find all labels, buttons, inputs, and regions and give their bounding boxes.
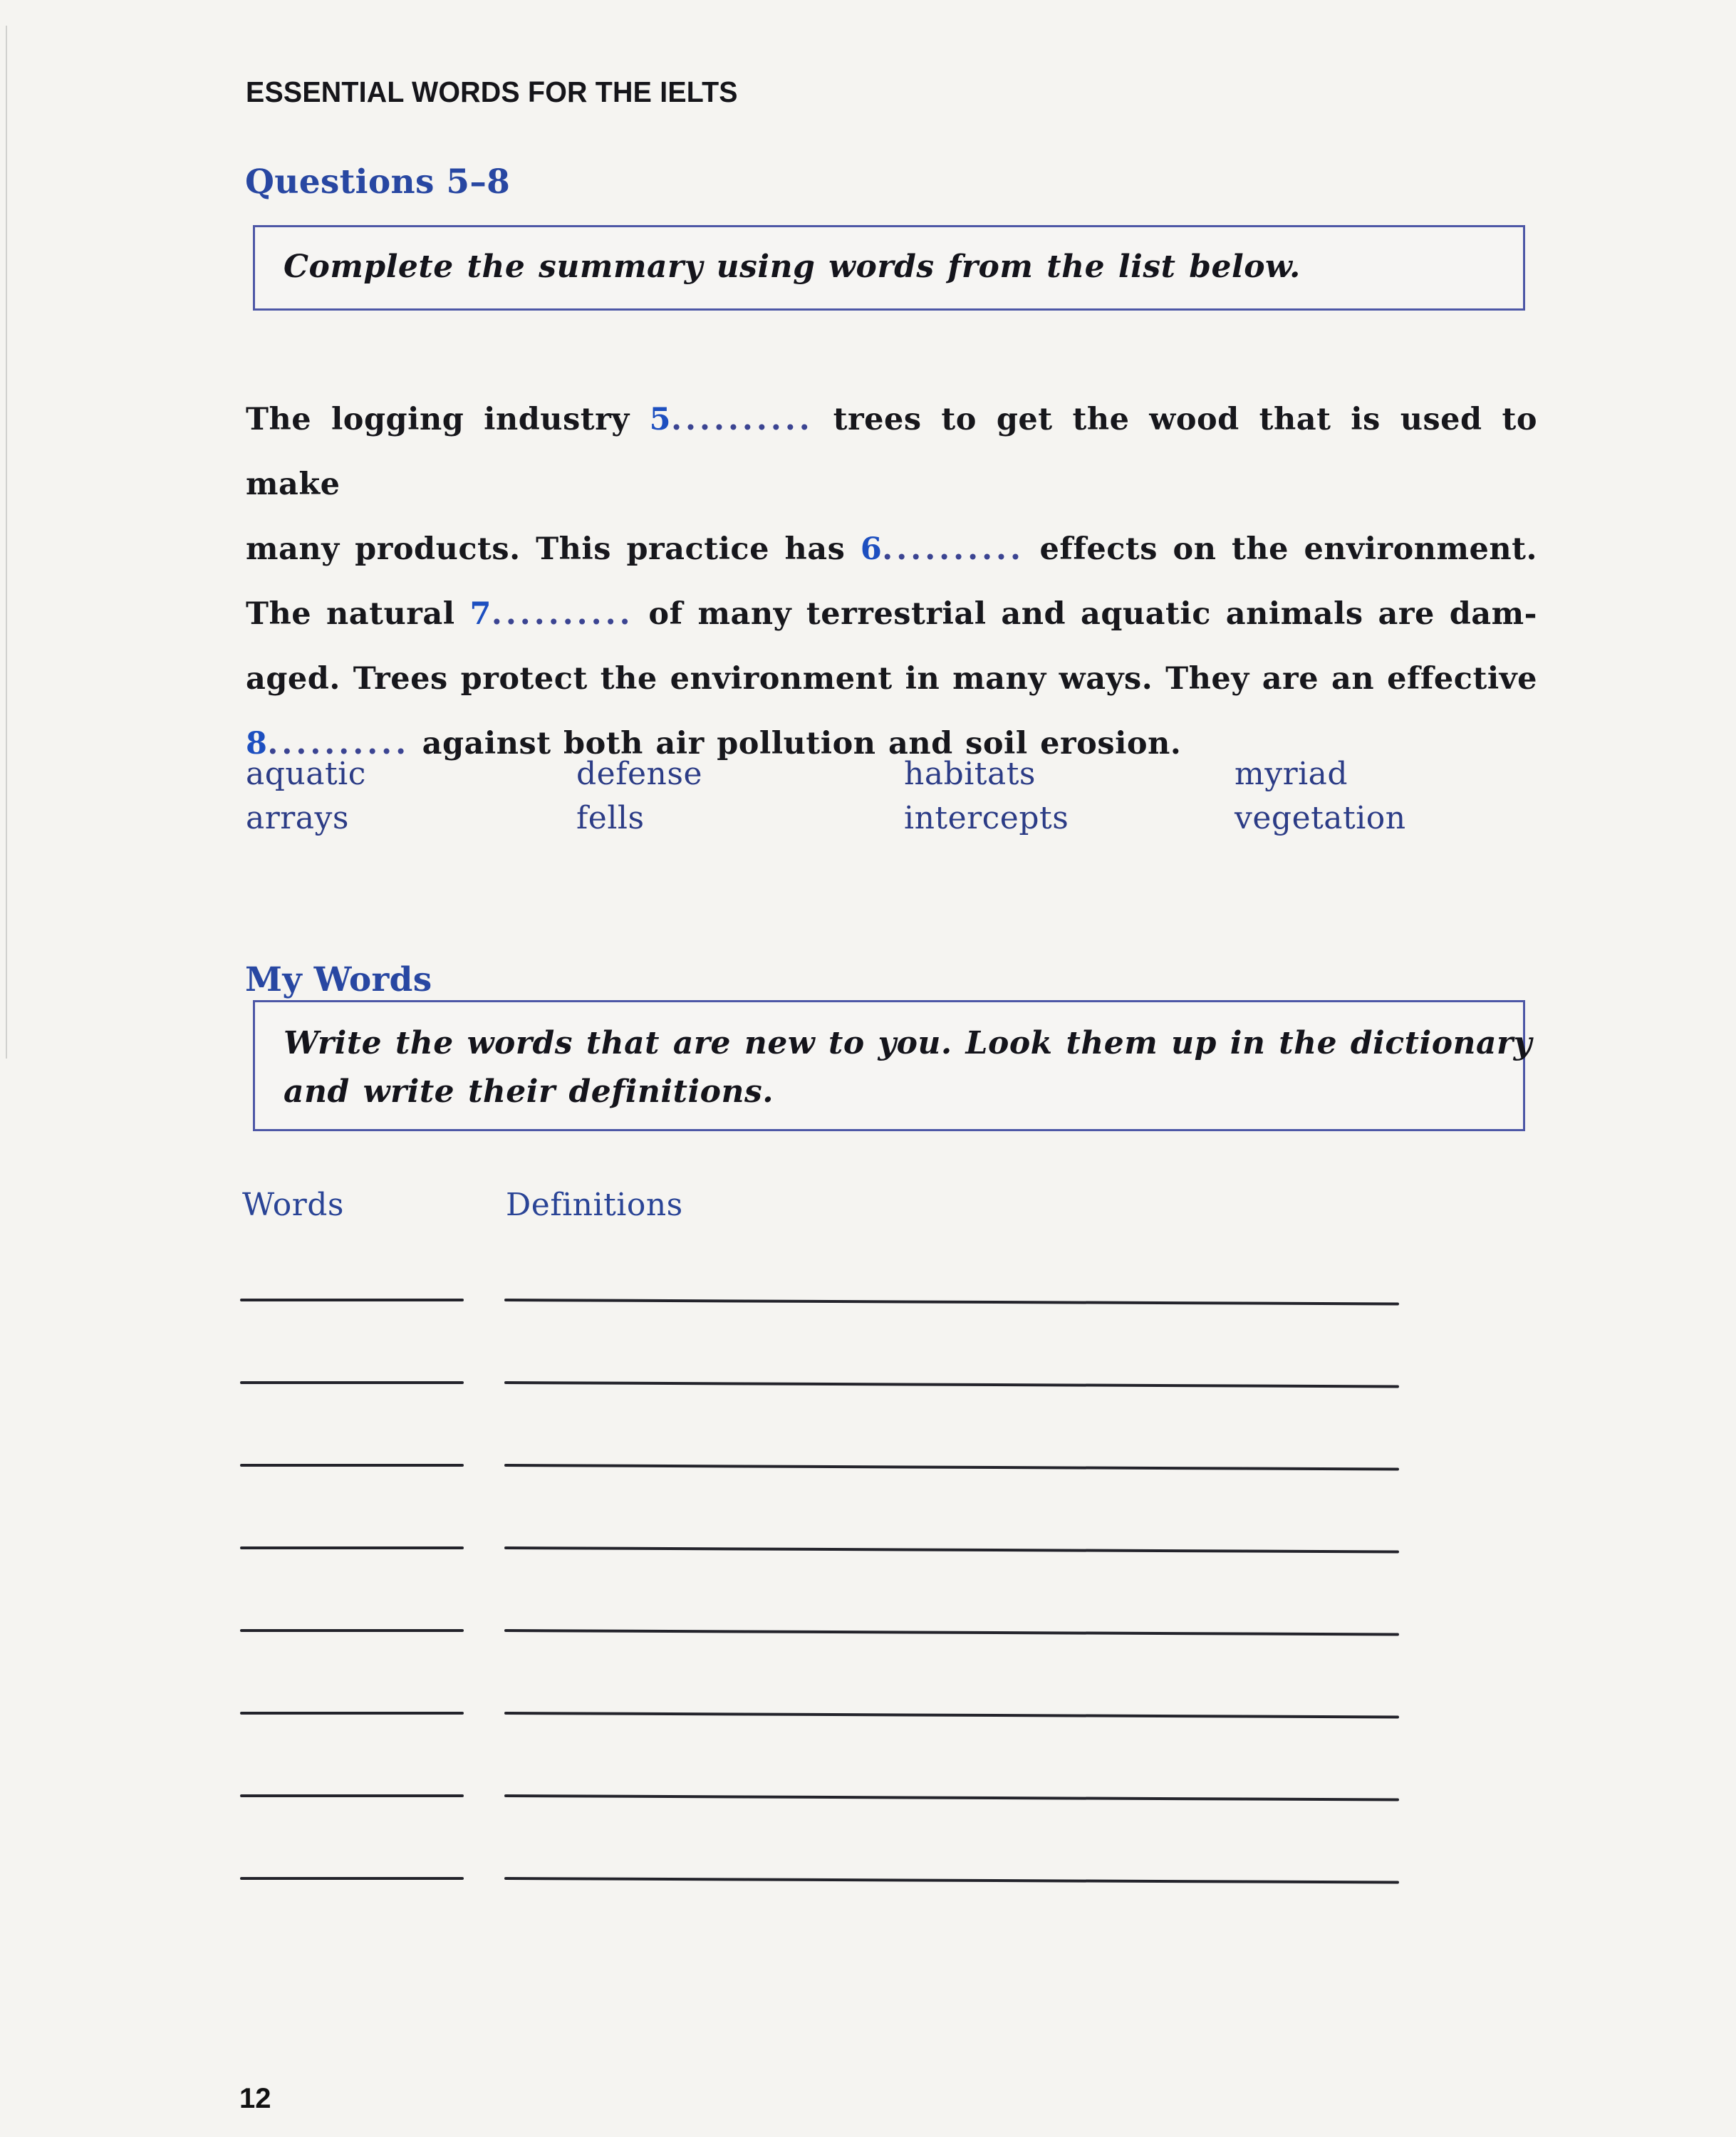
questions-heading: Questions 5–8: [245, 162, 511, 202]
word-list-item: arrays: [246, 800, 349, 836]
writing-row: [0, 1629, 1736, 1632]
questions-instruction-text: Complete the summary using words from the list below.: [284, 249, 1301, 285]
summary-text: against both air pollution and soil erosion.: [410, 726, 1182, 761]
summary-paragraph: [246, 388, 1537, 776]
summary-text: The logging industry: [246, 402, 650, 437]
word-list-item: intercepts: [904, 800, 1069, 836]
instruction-line: and write their definitions.: [284, 1073, 774, 1110]
blank-number: 6: [860, 531, 883, 567]
writing-row: [0, 1877, 1736, 1880]
questions-instruction-box: [253, 225, 1525, 311]
summary-line: [246, 388, 1537, 517]
definition-blank-line: [504, 1877, 1399, 1883]
word-blank-line: [240, 1794, 464, 1797]
writing-row: [0, 1299, 1736, 1301]
word-list-item: habitats: [904, 756, 1036, 792]
summary-text: many products. This practice has: [246, 531, 861, 567]
words-column-label: Words: [242, 1187, 345, 1223]
definition-blank-line: [504, 1381, 1399, 1388]
book-header-title: ESSENTIAL WORDS FOR THE IELTS: [246, 76, 738, 108]
definition-blank-line: [504, 1712, 1399, 1718]
word-list-item: vegetation: [1235, 800, 1406, 836]
word-choice-list: [246, 752, 1406, 841]
word-blank-line: [240, 1877, 464, 1880]
writing-row: [0, 1712, 1736, 1715]
definitions-column-label: Definitions: [506, 1187, 683, 1223]
summary-text: trees to get the wood that is used to make: [246, 402, 1537, 502]
writing-row: [0, 1381, 1736, 1384]
scan-artifact-line: [6, 26, 7, 1059]
word-blank-line: [240, 1546, 464, 1549]
blank-number: 5: [649, 402, 672, 437]
blank-number: 8: [246, 726, 268, 761]
dotted-blank: ..........: [491, 596, 634, 632]
word-list-item: aquatic: [246, 756, 366, 792]
word-list-item: myriad: [1235, 756, 1348, 792]
word-blank-line: [240, 1464, 464, 1467]
word-blank-line: [240, 1381, 464, 1384]
writing-row: [0, 1794, 1736, 1797]
writing-row: [0, 1464, 1736, 1467]
my-words-heading: My Words: [245, 960, 432, 999]
definition-blank-line: [504, 1629, 1399, 1636]
summary-text: effects on the environment.: [1024, 531, 1537, 567]
summary-text: aged. Trees protect the environment in many ways. They are an effective: [246, 661, 1537, 697]
word-blank-line: [240, 1629, 464, 1632]
dotted-blank: ..........: [671, 402, 814, 437]
writing-row: [0, 1546, 1736, 1549]
my-words-instruction-text: [255, 1002, 1532, 1116]
summary-line: [246, 517, 1537, 582]
summary-text: The natural: [246, 596, 470, 632]
dotted-blank: ..........: [267, 726, 410, 761]
definition-blank-line: [504, 1299, 1399, 1305]
summary-line: [246, 582, 1537, 647]
summary-line: [246, 647, 1537, 712]
word-list-item: fells: [576, 800, 645, 836]
definition-blank-line: [504, 1546, 1399, 1553]
blank-number: 7: [469, 596, 492, 632]
page-number: 12: [239, 2083, 271, 2114]
definition-blank-line: [504, 1464, 1399, 1470]
definition-blank-line: [504, 1794, 1399, 1801]
word-blank-line: [240, 1712, 464, 1715]
word-blank-line: [240, 1299, 464, 1301]
word-list-item: defense: [576, 756, 702, 792]
my-words-instruction-box: [253, 1000, 1532, 1131]
dotted-blank: ..........: [882, 531, 1024, 567]
instruction-line: Write the words that are new to you. Look them up in the dictionary: [284, 1025, 1532, 1061]
summary-text: of many terrestrial and aquatic animals are dam-: [633, 596, 1537, 632]
